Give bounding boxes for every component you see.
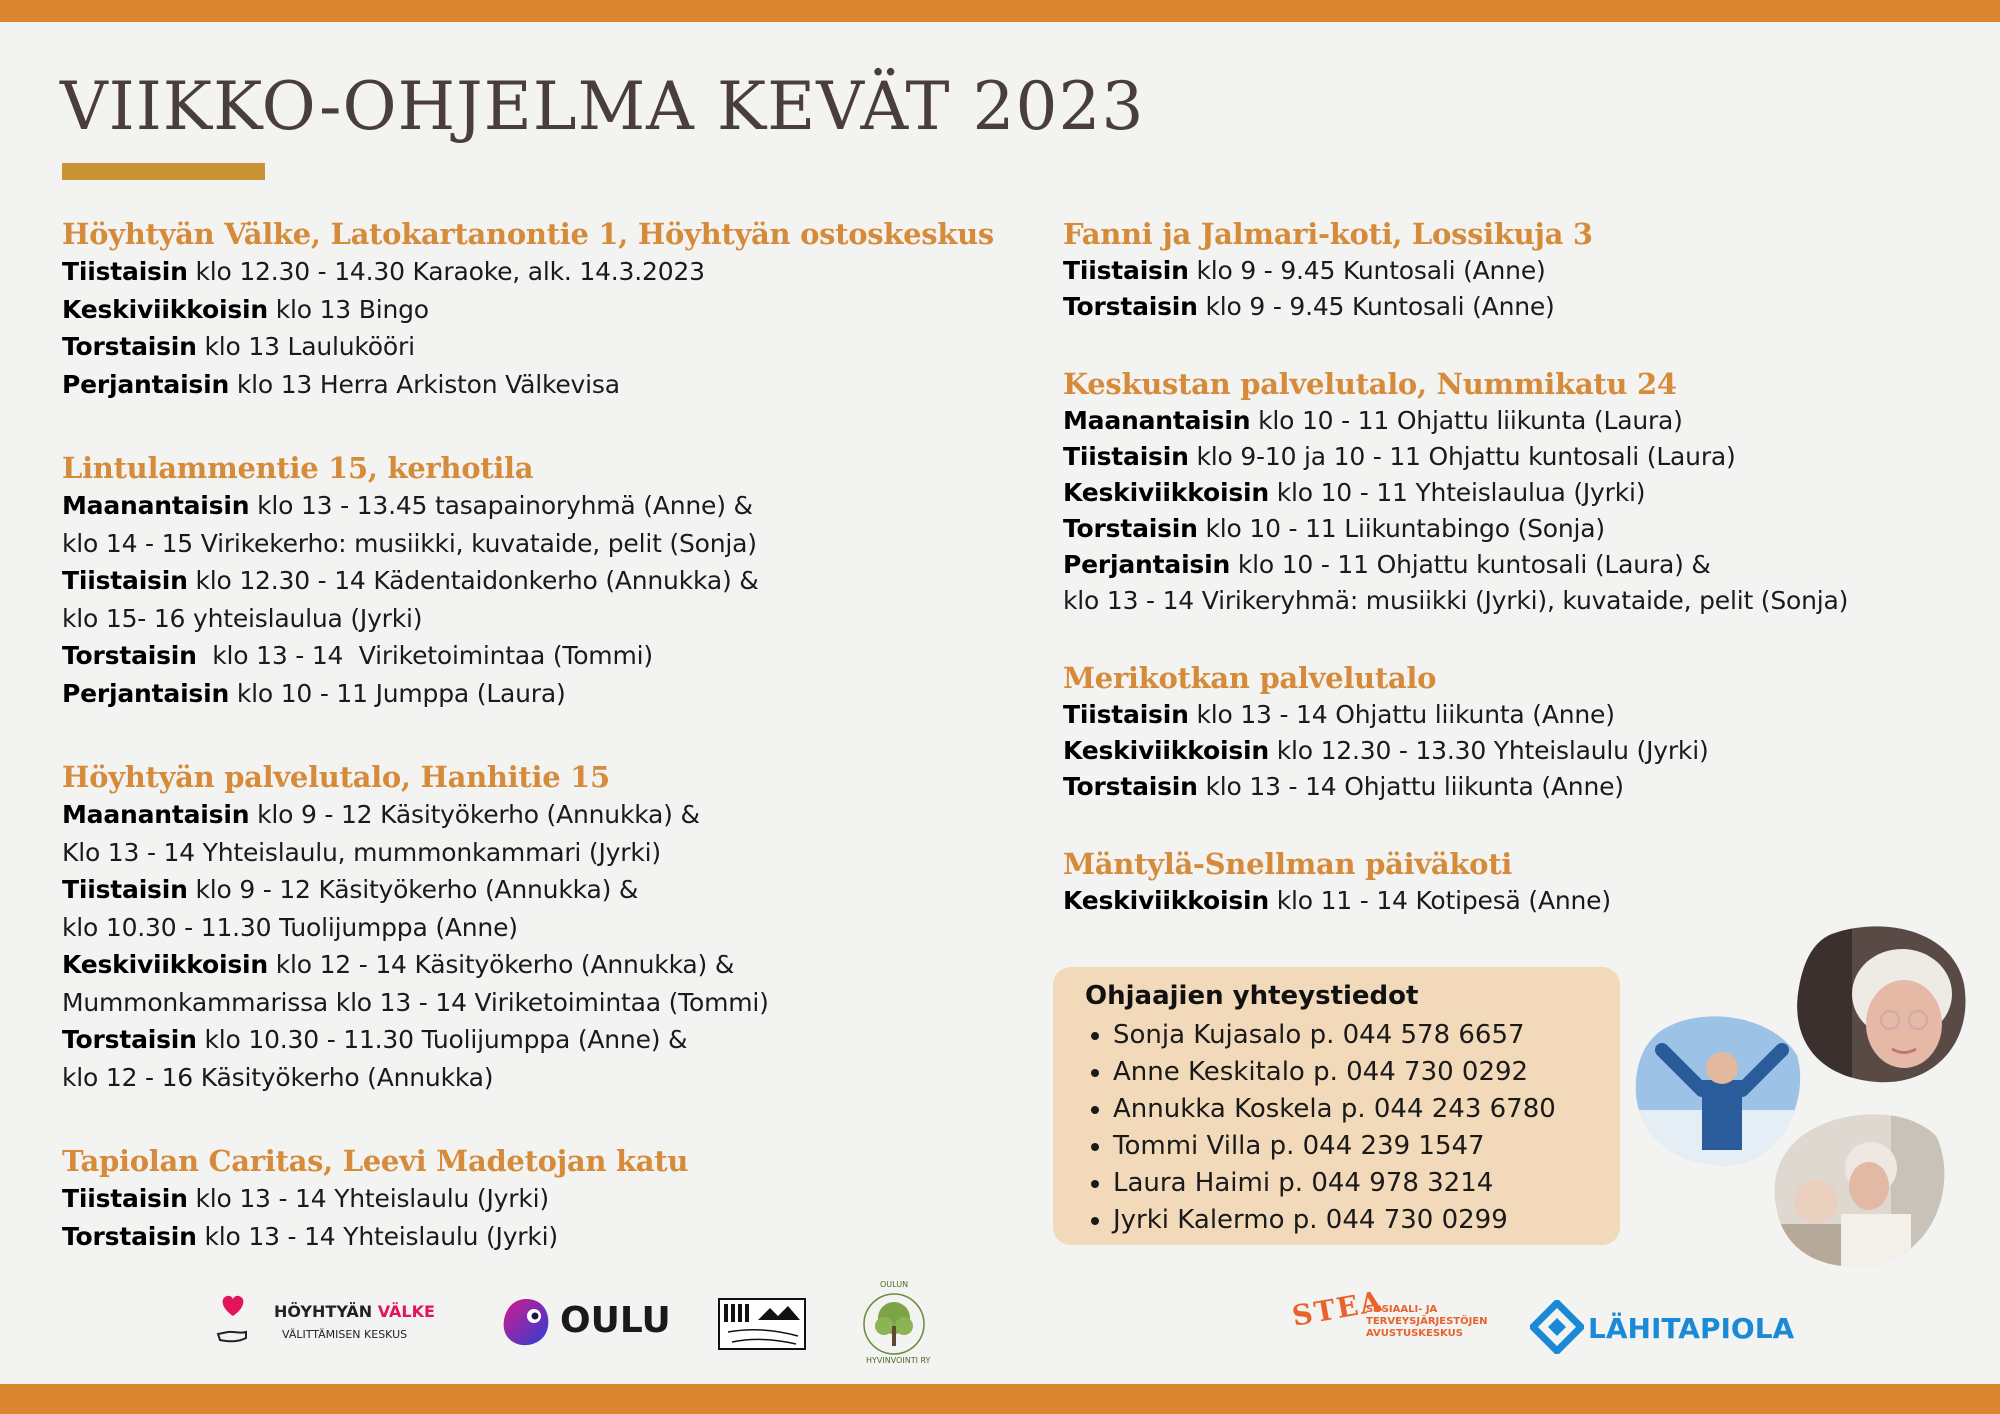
schedule-line <box>62 562 1022 600</box>
heart-hand-icon <box>216 1294 250 1350</box>
hyvinvointi-logo-top: OULUN <box>880 1280 909 1289</box>
schedule-line <box>62 291 1022 329</box>
hyvinvointi-logo-bottom: HYVINVOINTI RY <box>866 1356 931 1365</box>
schedule-day: Tiistaisin <box>1063 700 1189 729</box>
schedule-day: Maanantaisin <box>62 491 250 520</box>
valke-logo-accent: VÄLKE <box>377 1302 435 1321</box>
schedule-day: Torstaisin <box>62 1221 197 1251</box>
schedule-day: Tiistaisin <box>62 1184 188 1213</box>
section-title: Merikotkan palvelutalo <box>1063 661 1437 695</box>
schedule-line <box>1063 547 1963 583</box>
schedule-section <box>62 215 1022 403</box>
tree-emblem-icon <box>856 1280 932 1366</box>
schedule-line <box>62 1218 1022 1256</box>
schedule-line <box>1063 253 1963 289</box>
valke-logo-sub: VÄLITTÄMISEN KESKUS <box>282 1328 408 1341</box>
schedule-activity: klo 13 Herra Arkiston Välkevisa <box>229 369 620 399</box>
schedule-activity: klo 13 - 14 Yhteislaulu (Jyrki) <box>187 1184 549 1213</box>
schedule-line <box>62 909 1022 947</box>
schedule-activity: klo 10 - 11 Yhteislaulua (Jyrki) <box>1268 478 1646 507</box>
schedule-activity: klo 10 - 11 Ohjattu kuntosali (Laura) & <box>1230 550 1711 579</box>
schedule-line <box>62 637 1022 675</box>
schedule-day: Tiistaisin <box>62 566 188 595</box>
contact-item: • Sonja Kujasalo p. 044 578 6657 <box>1113 1017 1556 1054</box>
lahitapiola-emblem-icon <box>1530 1300 1584 1354</box>
schedule-line <box>62 675 1022 713</box>
schedule-section <box>62 449 1022 712</box>
schedule-activity: klo 13 Bingo <box>267 294 429 324</box>
schedule-day: Torstaisin <box>1063 514 1198 543</box>
section-title: Tapiolan Caritas, Leevi Madetojan katu <box>62 1144 689 1178</box>
asukasyhdistys-emblem-icon <box>718 1298 806 1350</box>
schedule-day: Perjantaisin <box>62 369 230 399</box>
schedule-line <box>1063 403 1963 439</box>
stea-logo-line3: AVUSTUSKESKUS <box>1366 1328 1463 1339</box>
schedule-line <box>62 984 1022 1022</box>
schedule-day: Keskiviikkoisin <box>62 950 268 979</box>
contact-title: Ohjaajien yhteystiedot <box>1085 981 1419 1011</box>
schedule-activity: klo 12 - 16 Käsityökerho (Annukka) <box>62 1062 494 1092</box>
logo-lahitapiola <box>1530 1300 1795 1354</box>
schedule-line <box>62 600 1022 638</box>
stea-logo-line1: SOSIAALI- JA <box>1366 1304 1438 1315</box>
schedule-activity: klo 9-10 ja 10 - 11 Ohjattu kuntosali (Laura) <box>1188 442 1736 471</box>
top-accent-bar <box>0 0 2000 22</box>
logo-hoyhtyan-valke <box>216 1294 446 1350</box>
schedule-day: Keskiviikkoisin <box>62 294 268 324</box>
schedule-day: Perjantaisin <box>62 678 230 708</box>
schedule-section <box>62 1142 1022 1255</box>
schedule-activity: klo 12.30 - 13.30 Yhteislaulu (Jyrki) <box>1268 736 1709 765</box>
photo-elderly-women-crafting <box>1771 1106 1948 1270</box>
schedule-activity: klo 12.30 - 14.30 Karaoke, alk. 14.3.2023 <box>187 257 705 286</box>
schedule-day: Maanantaisin <box>1063 406 1251 435</box>
contact-list <box>1083 1017 1556 1239</box>
schedule-day: Torstaisin <box>62 1025 197 1054</box>
section-title: Mäntylä-Snellman päiväkoti <box>1063 847 1513 881</box>
schedule-day: Torstaisin <box>1063 292 1198 321</box>
schedule-line <box>62 834 1022 872</box>
section-title: Lintulammentie 15, kerhotila <box>62 451 534 485</box>
title-underline <box>62 163 265 180</box>
schedule-section <box>1063 659 1963 805</box>
logo-oulun-hyvinvointi <box>856 1280 932 1366</box>
schedule-day: Tiistaisin <box>62 875 188 904</box>
schedule-day: Perjantaisin <box>1063 550 1231 579</box>
schedule-line <box>1063 697 1963 733</box>
logo-oulu <box>500 1294 670 1350</box>
contact-item: • Jyrki Kalermo p. 044 730 0299 <box>1113 1202 1556 1239</box>
schedule-day: Maanantaisin <box>62 800 250 829</box>
schedule-day: Tiistaisin <box>1063 442 1189 471</box>
right-column <box>1063 215 1963 959</box>
schedule-line <box>1063 511 1963 547</box>
schedule-activity: klo 13 - 13.45 tasapainoryhmä (Anne) & <box>249 491 753 520</box>
schedule-day: Torstaisin <box>62 641 197 670</box>
schedule-activity: klo 10 - 11 Jumppa (Laura) <box>229 678 566 708</box>
schedule-line <box>62 525 1022 563</box>
logo-stea <box>1289 1284 1488 1352</box>
page-title: VIIKKO-OHJELMA KEVÄT 2023 <box>60 68 1145 145</box>
schedule-activity: klo 10 - 11 Ohjattu liikunta (Laura) <box>1250 406 1683 435</box>
schedule-activity: klo 9 - 12 Käsityökerho (Annukka) & <box>187 875 639 904</box>
schedule-line <box>62 946 1022 984</box>
schedule-activity: klo 9 - 9.45 Kuntosali (Anne) <box>1188 256 1546 285</box>
contact-item: • Anne Keskitalo p. 044 730 0292 <box>1113 1054 1556 1091</box>
schedule-line <box>1063 289 1963 325</box>
schedule-section <box>62 758 1022 1096</box>
section-title: Höyhtyän palvelutalo, Hanhitie 15 <box>62 760 610 794</box>
schedule-line <box>1063 733 1963 769</box>
schedule-activity: klo 13 - 14 Ohjattu liikunta (Anne) <box>1197 772 1624 801</box>
schedule-activity: Klo 13 - 14 Yhteislaulu, mummonkammari (Jyrki) <box>62 837 661 867</box>
contact-item: • Laura Haimi p. 044 978 3214 <box>1113 1165 1556 1202</box>
schedule-activity: klo 10.30 - 11.30 Tuolijumppa (Anne) <box>62 912 518 942</box>
schedule-day: Tiistaisin <box>1063 256 1189 285</box>
schedule-activity: Mummonkammarissa klo 13 - 14 Viriketoimintaa (Tommi) <box>62 987 769 1017</box>
schedule-activity: klo 9 - 12 Käsityökerho (Annukka) & <box>249 800 700 829</box>
schedule-day: Torstaisin <box>1063 772 1198 801</box>
stea-logo-line2: TERVEYSJÄRJESTÖJEN <box>1366 1316 1488 1327</box>
contact-item: • Tommi Villa p. 044 239 1547 <box>1113 1128 1556 1165</box>
schedule-line <box>62 328 1022 366</box>
schedule-activity: klo 10 - 11 Liikuntabingo (Sonja) <box>1197 514 1605 543</box>
schedule-activity: klo 9 - 9.45 Kuntosali (Anne) <box>1197 292 1555 321</box>
schedule-section <box>1063 215 1963 325</box>
schedule-day: Keskiviikkoisin <box>1063 478 1269 507</box>
section-title: Keskustan palvelutalo, Nummikatu 24 <box>1063 367 1677 401</box>
schedule-section <box>1063 845 1963 919</box>
logo-lintulammen-asukasyhdistys <box>718 1298 806 1350</box>
schedule-activity: klo 13 - 14 Viriketoimintaa (Tommi) <box>196 641 653 670</box>
schedule-line <box>62 487 1022 525</box>
schedule-line <box>62 253 1022 291</box>
schedule-line <box>62 796 1022 834</box>
schedule-line <box>62 871 1022 909</box>
schedule-activity: klo 10.30 - 11.30 Tuolijumppa (Anne) & <box>196 1025 688 1054</box>
schedule-line <box>62 1021 1022 1059</box>
schedule-activity: klo 12.30 - 14 Kädentaidonkerho (Annukka) & <box>187 566 759 595</box>
stea-logo-letters: STEA <box>1289 1284 1387 1333</box>
schedule-activity: klo 14 - 15 Virikekerho: musiikki, kuvataide, pelit (Sonja) <box>62 528 757 558</box>
schedule-day: Torstaisin <box>62 332 197 361</box>
schedule-activity: klo 12 - 14 Käsityökerho (Annukka) & <box>267 950 735 979</box>
schedule-activity: klo 13 - 14 Virikeryhmä: musiikki (Jyrki), kuvataide, pelit (Sonja) <box>1063 586 1849 615</box>
schedule-activity: klo 11 - 14 Kotipesä (Anne) <box>1268 886 1611 915</box>
schedule-line <box>1063 583 1963 619</box>
photo-elderly-woman-portrait <box>1792 924 1969 1088</box>
schedule-activity: klo 13 Laulukööri <box>196 332 415 361</box>
valke-logo-main: HÖYHTYÄN <box>274 1302 373 1321</box>
schedule-day: Keskiviikkoisin <box>1063 886 1269 915</box>
contact-box <box>1053 967 1620 1245</box>
schedule-activity: klo 13 - 14 Ohjattu liikunta (Anne) <box>1188 700 1615 729</box>
schedule-line <box>62 1059 1022 1097</box>
schedule-day: Keskiviikkoisin <box>1063 736 1269 765</box>
contact-item: • Annukka Koskela p. 044 243 6780 <box>1113 1091 1556 1128</box>
section-title: Fanni ja Jalmari-koti, Lossikuja 3 <box>1063 217 1593 251</box>
schedule-activity: klo 13 - 14 Yhteislaulu (Jyrki) <box>196 1221 558 1251</box>
oulu-emblem-icon <box>500 1296 552 1348</box>
schedule-line <box>1063 883 1963 919</box>
lahitapiola-logo-text: LÄHITAPIOLA <box>1588 1312 1795 1345</box>
left-column <box>62 215 1022 1301</box>
schedule-line <box>1063 439 1963 475</box>
schedule-line <box>1063 769 1963 805</box>
schedule-line <box>1063 475 1963 511</box>
schedule-day: Tiistaisin <box>62 257 188 286</box>
bottom-accent-bar <box>0 1384 2000 1414</box>
schedule-line <box>62 1180 1022 1218</box>
schedule-section <box>1063 365 1963 619</box>
schedule-line <box>62 366 1022 404</box>
schedule-activity: klo 15- 16 yhteislaulua (Jyrki) <box>62 603 423 633</box>
oulu-logo-text: OULU <box>560 1300 671 1341</box>
section-title: Höyhtyän Välke, Latokartanontie 1, Höyhtyän ostoskeskus <box>62 217 994 251</box>
